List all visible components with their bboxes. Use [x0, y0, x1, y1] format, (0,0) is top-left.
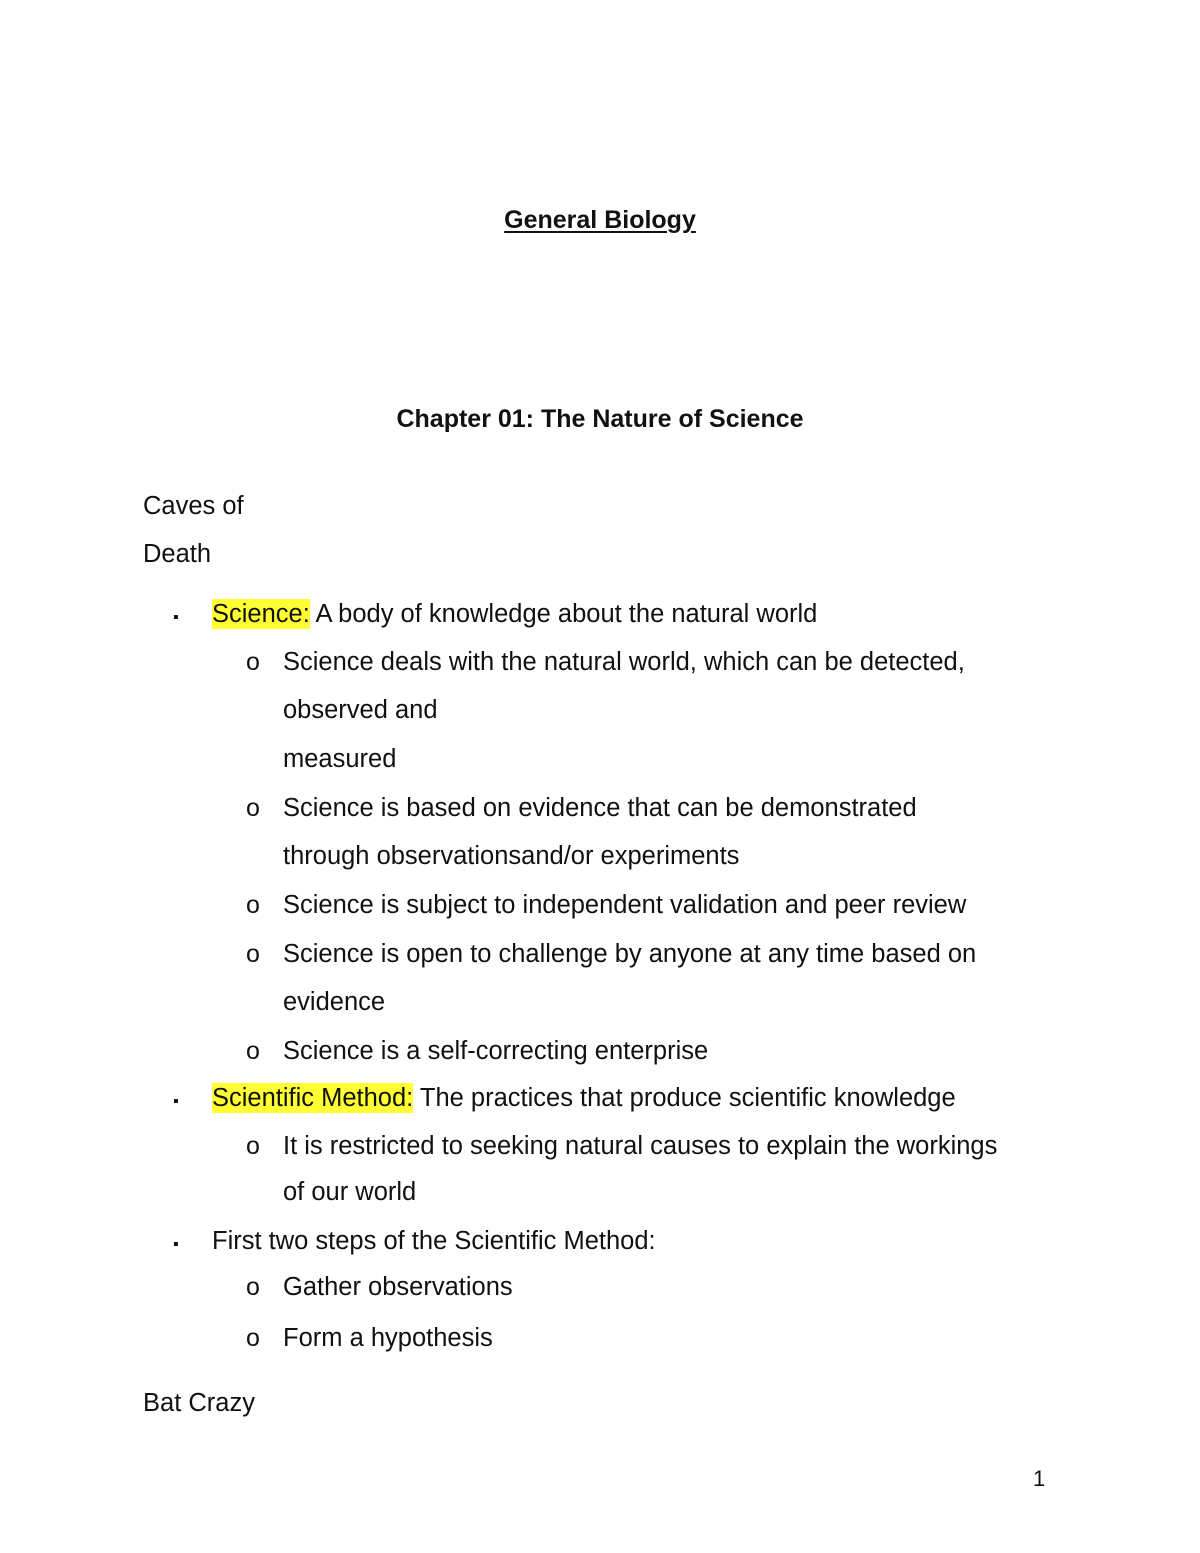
- sub-bullet-marker: o: [246, 1037, 260, 1065]
- list-item: [212, 1086, 956, 1112]
- sub-item-text: It is restricted to seeking natural causes to explain the workings: [283, 1132, 998, 1160]
- sub-bullet-marker: o: [246, 891, 260, 919]
- sub-item-text: Gather observations: [283, 1273, 513, 1301]
- bullet-marker: ▪: [173, 609, 179, 626]
- sub-item-text: of our world: [283, 1178, 417, 1206]
- sub-item-text: measured: [283, 745, 397, 773]
- highlighted-term: Scientific Method:: [212, 1084, 414, 1112]
- sub-item-text: Science is subject to independent validation and peer review: [283, 891, 967, 919]
- sub-item-text: Science deals with the natural world, which can be detected,: [283, 648, 965, 676]
- sub-bullet-marker: o: [246, 648, 260, 676]
- list-item: First two steps of the Scientific Method:: [212, 1227, 656, 1255]
- sub-item-text: Form a hypothesis: [283, 1324, 493, 1352]
- sub-bullet-marker: o: [246, 1324, 260, 1352]
- sub-bullet-marker: o: [246, 1132, 260, 1160]
- sub-bullet-marker: o: [246, 794, 260, 822]
- bullet-marker: ▪: [173, 1236, 179, 1253]
- bullet-marker: ▪: [173, 1093, 179, 1110]
- sub-bullet-marker: o: [246, 1273, 260, 1301]
- sub-item-text: through observationsand/or experiments: [283, 842, 740, 870]
- section-heading: Bat Crazy: [143, 1389, 255, 1417]
- document-title: General Biology: [504, 206, 696, 234]
- definition-text: The practices that produce scientific knowledge: [413, 1084, 956, 1112]
- sub-item-text: Science is a self-correcting enterprise: [283, 1037, 709, 1065]
- page-number: 1: [1033, 1466, 1046, 1491]
- section-heading-line-1: Caves of: [143, 492, 244, 520]
- chapter-heading: Chapter 01: The Nature of Science: [396, 405, 804, 433]
- highlighted-term: Science:: [212, 600, 310, 628]
- sub-item-text: Science is open to challenge by anyone at any time based on: [283, 940, 977, 968]
- sub-item-text: Science is based on evidence that can be demonstrated: [283, 794, 917, 822]
- sub-bullet-marker: o: [246, 940, 260, 968]
- section-heading-line-2: Death: [143, 540, 212, 568]
- list-item: [212, 602, 817, 628]
- definition-text: A body of knowledge about the natural world: [309, 600, 818, 628]
- sub-item-text: evidence: [283, 988, 386, 1016]
- sub-item-text: observed and: [283, 696, 438, 724]
